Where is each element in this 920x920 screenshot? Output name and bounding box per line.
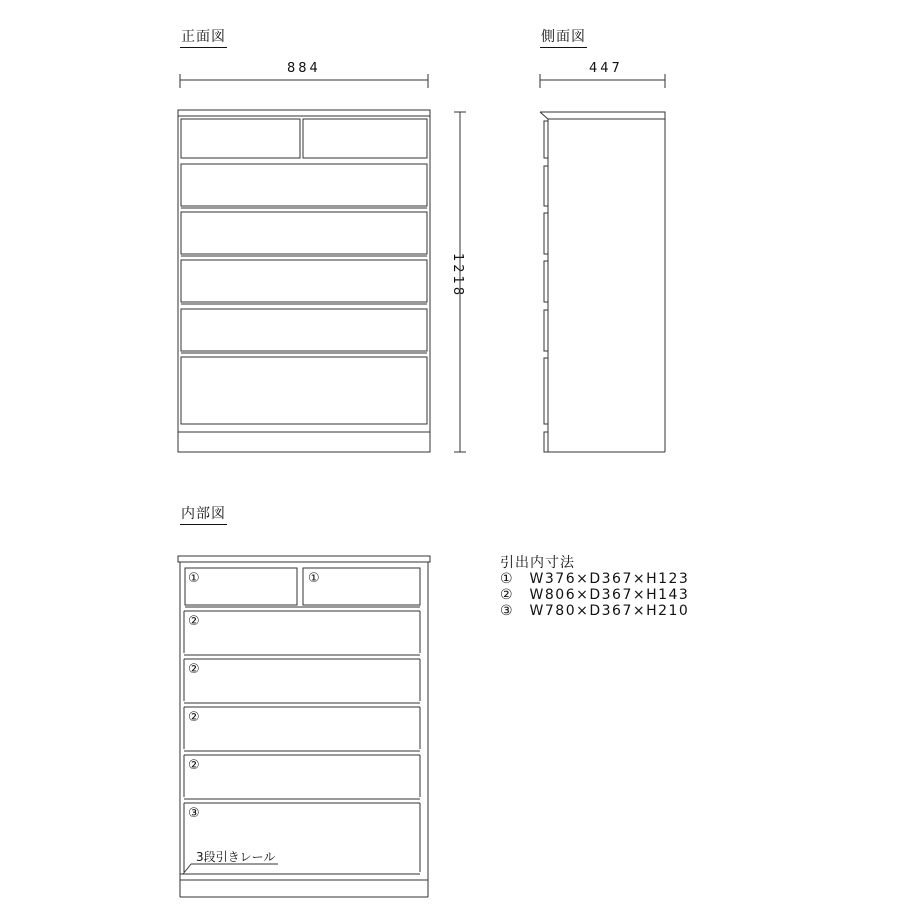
interior-view-drawing xyxy=(178,556,430,897)
rail-note: 3段引きレール xyxy=(196,850,276,864)
spec-line-1: ① W376×D367×H123 xyxy=(500,571,690,587)
front-view-label: 正面図 xyxy=(180,28,227,48)
spec-line-3: ③ W780×D367×H210 xyxy=(500,603,690,619)
height-dimension: 1218 xyxy=(450,253,465,299)
drawer-inner-dimensions xyxy=(500,555,689,619)
interior-view-label: 内部図 xyxy=(180,505,227,525)
drawer-marker-2-row1: ② xyxy=(188,614,200,629)
side-view-label: 側面図 xyxy=(540,28,587,48)
width-dimension: 884 xyxy=(287,61,321,76)
side-view-drawing xyxy=(540,74,665,452)
drawer-marker-1-left: ① xyxy=(188,571,200,586)
drawer-marker-2-row3: ② xyxy=(188,710,200,725)
drawer-marker-1-right: ① xyxy=(308,571,320,586)
specs-title: 引出内寸法 xyxy=(500,555,575,571)
depth-dimension: 447 xyxy=(589,61,623,76)
front-view-drawing xyxy=(178,74,466,452)
spec-line-2: ② W806×D367×H143 xyxy=(500,587,690,603)
drawer-marker-2-row4: ② xyxy=(188,758,200,773)
drawer-marker-3: ③ xyxy=(188,806,200,821)
drawer-marker-2-row2: ② xyxy=(188,662,200,677)
